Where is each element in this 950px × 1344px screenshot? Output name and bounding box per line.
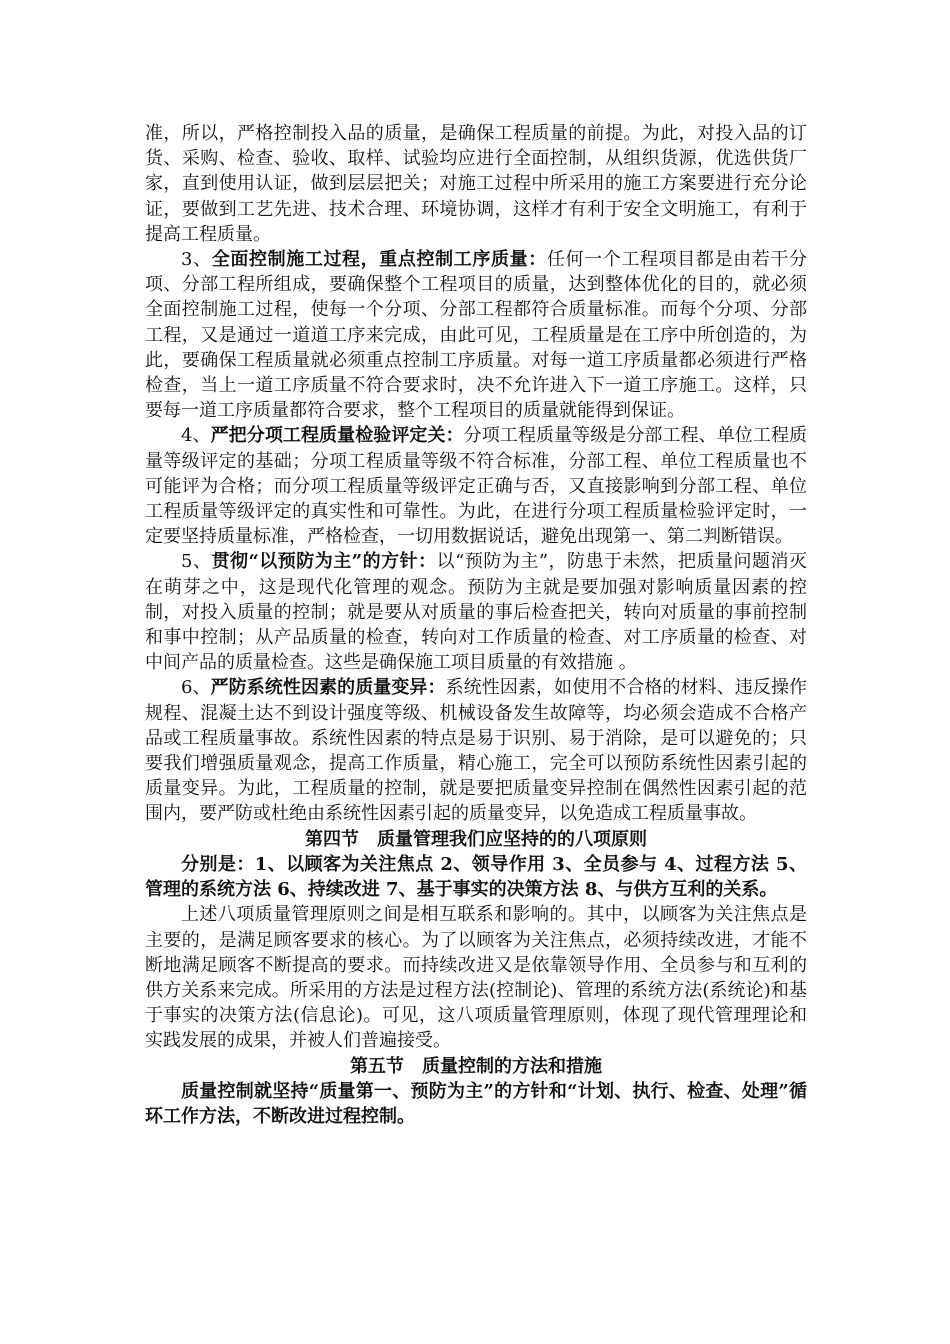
item-title: 全面控制施工过程，重点控制工序质量：	[211, 249, 547, 271]
section-5-heading: 第五节 质量控制的方法和措施	[350, 1055, 602, 1077]
paragraph-item-5	[145, 549, 807, 675]
item-body: 分项工程质量等级是分部工程、单位工程质量等级评定的基础；分项工程质量等级不符合标准，分部工程、单位工程质量也不可能评为合格；而分项工程质量等级评定正确与否，又直接影响到分部工程、单位工程质量等级评定的真实性和可靠性。为此，在进行分项工程质量检验评定时，一定要坚持质量标准，严格检查，一切用数据说话，避免出现第一、第二判断错误。	[145, 425, 808, 548]
paragraph-item-6	[145, 675, 807, 826]
paragraph-item-4	[145, 423, 807, 549]
item-number: 3、	[181, 249, 212, 271]
item-body: 任何一个工程项目都是由若干分项、分部工程所组成，要确保整个工程项目的质量，达到整体优化的目的，就必须全面控制施工过程，使每一个分项、分部工程都符合质量标准。而每个分项、分部工程，又是通过一道道工序来完成，由此可见，工程质量是在工序中所创造的，为此，要确保工程质量就必须重点控制工序质量。对每一道工序质量都必须进行严格检查，当上一道工序质量不符合要求时，决不允许进入下一道工序施工。这样，只要每一道工序质量都符合要求，整个工程项目的质量就能得到保证。	[145, 249, 808, 422]
section-4-principles: 分别是：1、以顾客为关注焦点 2、领导作用 3、全员参与 4、过程方法 5、管理的系统方法 6、持续改进 7、基于事实的决策方法 8、与供方互利的关系。	[145, 853, 807, 901]
item-title: 严防系统性因素的质量变异：	[210, 677, 446, 699]
item-body: 以“预防为主”，防患于未然，把质量问题消灭在萌芽之中，这是现代化管理的观念。预防为主就是要加强对影响质量因素的控制，对投入质量的控制；就是要从对质量的事后检查把关，转向对质量的事前控制和事中控制；从产品质量的检查，转向对工作质量的检查、对工序质量的检查、对中间产品的质量检查。这些是确保施工项目质量的有效措施 。	[145, 551, 807, 674]
section-4-body: 上述八项质量管理原则之间是相互联系和影响的。其中，以顾客为关注焦点是主要的，是满足顾客要求的核心。为了以顾客为关注焦点，必须持续改进，才能不断地满足顾客不断提高的要求。而持续改进又是依靠领导作用、全员参与和互利的供方关系来完成。所采用的方法是过程方法(控制论)、管理的系统方法(系统论)和基于事实的决策方法(信息论)。可见，这八项质量管理原则，体现了现代管理理论和实践发展的成果，并被人们普遍接受。	[145, 904, 807, 1052]
document-body	[145, 121, 807, 1129]
item-number: 5、	[181, 551, 212, 573]
section-5-body: 质量控制就坚持“质量第一、预防为主”的方针和“计划、执行、检查、处理”循环工作方法，不断改进过程控制。	[145, 1080, 807, 1127]
paragraph-item-3	[145, 247, 807, 423]
item-title: 贯彻“以预防为主”的方针：	[211, 551, 437, 573]
section-4-heading: 第四节 质量管理我们应坚持的的八项原则	[305, 828, 647, 850]
item-body: 系统性因素，如使用不合格的材料、违反操作规程、混凝土达不到设计强度等级、机械设备发生故障等，均必须会造成不合格产品或工程质量事故。系统性因素的特点是易于识别、易于消除，是可以避免的；只要我们增强质量观念，提高工作质量，精心施工，完全可以预防系统性因素引起的质量变异。为此，工程质量的控制，就是要把质量变异控制在偶然性因素引起的范围内，要严防或杜绝由系统性因素引起的质量变异，以免造成工程质量事故。	[145, 677, 808, 825]
item-number: 4、	[181, 425, 211, 447]
item-number: 6、	[181, 677, 211, 699]
paragraph-input-quality: 准，所以，严格控制投入品的质量，是确保工程质量的前提。为此，对投入品的订货、采购、检查、验收、取样、试验均应进行全面控制，从组织货源，优选供货厂家，直到使用认证，做到层层把关；对施工过程中所采用的施工方案要进行充分论证，要做到工艺先进、技术合理、环境协调，这样才有利于安全文明施工，有利于提高工程质量。	[145, 123, 807, 245]
item-title: 严把分项工程质量检验评定关：	[210, 425, 464, 447]
